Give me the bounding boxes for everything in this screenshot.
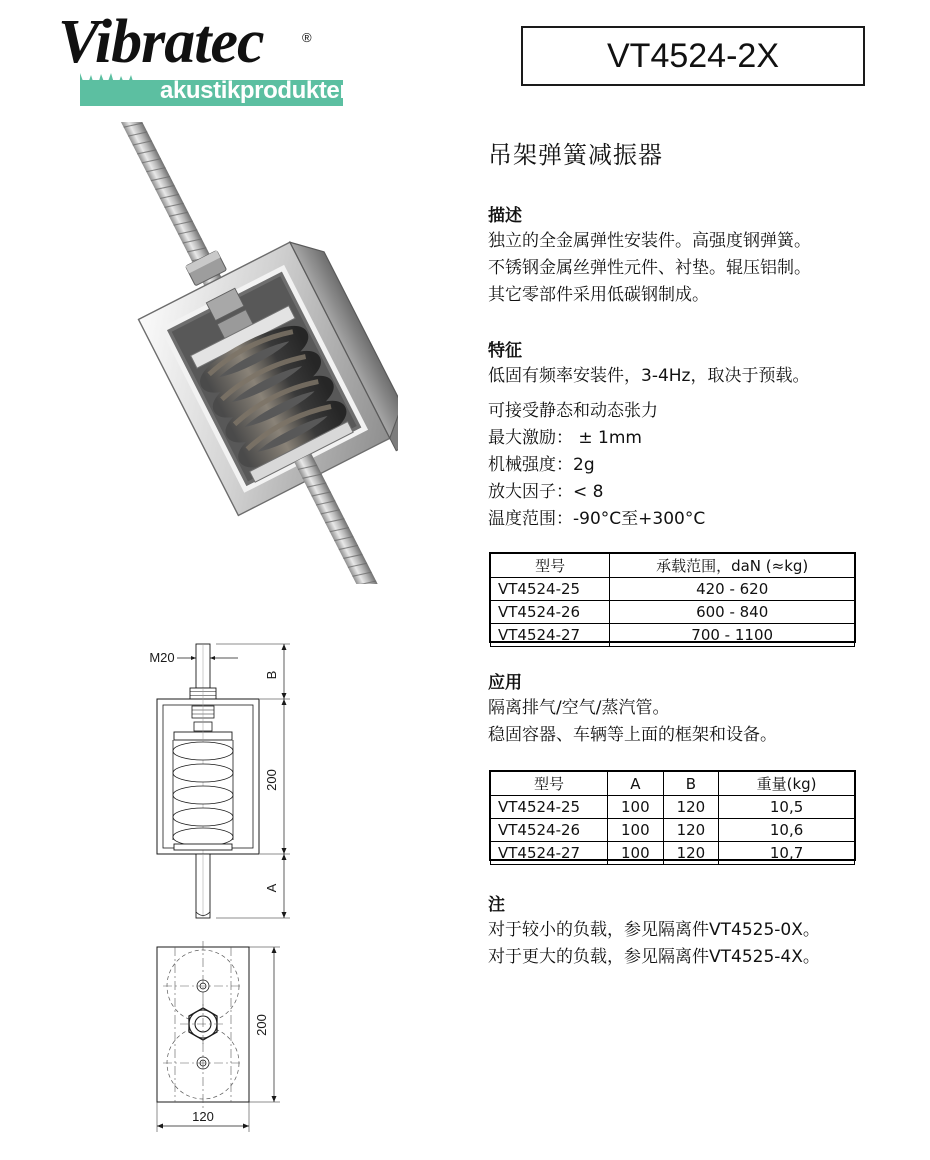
table-header-row [491, 554, 855, 578]
plan-dim-200-label: 200 [254, 1014, 269, 1036]
description-line-1: 独立的全金属弹性安装件。高强度钢弹簧。 [488, 231, 811, 251]
dim-200-label: 200 [264, 769, 279, 791]
load-table-header-model: 型号 [491, 554, 610, 578]
description-line-3: 其它零部件采用低碳钢制成。 [488, 285, 709, 305]
dims-row-2-weight: 10,6 [719, 819, 855, 842]
table-row [491, 601, 855, 624]
dims-row-2-a: 100 [608, 819, 664, 842]
table-row [491, 624, 855, 647]
load-row-3-model: VT4524-27 [491, 624, 610, 647]
dims-row-2-model: VT4524-26 [491, 819, 608, 842]
features-line-1: 低固有频率安装件，3-4Hz，取决于预载。 [488, 366, 810, 386]
dims-row-1-a: 100 [608, 796, 664, 819]
product-photo [104, 122, 398, 584]
dims-table-header-model: 型号 [491, 772, 608, 796]
features-line-3: 最大激励： ± 1mm [488, 428, 642, 448]
features-line-5: 放大因子：< 8 [488, 482, 604, 502]
thread-label-m20: M20 [149, 650, 175, 665]
load-row-2-range: 600 - 840 [610, 601, 855, 624]
applications-heading: 应用 [488, 673, 522, 693]
dims-table-header-b: B [663, 772, 719, 796]
table-row [491, 578, 855, 601]
dim-b-label: B [264, 670, 279, 680]
dims-row-3-weight: 10,7 [719, 842, 855, 865]
description-heading: 描述 [488, 206, 522, 226]
applications-line-2: 稳固容器、车辆等上面的框架和设备。 [488, 725, 777, 745]
dims-row-1-model: VT4524-25 [491, 796, 608, 819]
dims-row-1-weight: 10,5 [719, 796, 855, 819]
front-elevation-drawing [120, 640, 320, 940]
plan-dim-120-label: 120 [192, 1109, 214, 1124]
registered-trademark-icon: ® [302, 30, 312, 45]
load-row-1-model: VT4524-25 [491, 578, 610, 601]
load-range-table [490, 553, 855, 647]
notes-line-2: 对于更大的负载，参见隔离件VT4525-4X。 [488, 947, 820, 967]
dims-row-3-b: 120 [663, 842, 719, 865]
logo-wordmark: Vibratec [58, 8, 264, 76]
logo-tagline: akustikprodukter [160, 77, 349, 104]
load-row-2-model: VT4524-26 [491, 601, 610, 624]
load-row-1-range: 420 - 620 [610, 578, 855, 601]
notes-heading: 注 [488, 895, 505, 915]
table-row [491, 842, 855, 865]
dims-row-1-b: 120 [663, 796, 719, 819]
features-heading: 特征 [488, 341, 522, 361]
dims-row-3-model: VT4524-27 [491, 842, 608, 865]
dims-row-2-b: 120 [663, 819, 719, 842]
dims-table-header-a: A [608, 772, 664, 796]
features-line-4: 机械强度：2g [488, 455, 595, 475]
features-line-6: 温度范围：-90°C至+300°C [488, 509, 706, 529]
applications-line-1: 隔离排气/空气/蒸汽管。 [488, 698, 670, 718]
product-code-box [521, 26, 865, 86]
table-row [491, 819, 855, 842]
table-row [491, 796, 855, 819]
dims-row-3-a: 100 [608, 842, 664, 865]
brand-logo [30, 8, 349, 108]
plan-view-drawing [120, 925, 320, 1155]
dims-table-header-weight: 重量(kg) [719, 772, 855, 796]
description-line-2: 不锈钢金属丝弹性元件、衬垫。辊压铝制。 [488, 258, 811, 278]
product-subtitle: 吊架弹簧减振器 [488, 141, 663, 169]
dim-a-label: A [264, 883, 279, 893]
load-row-3-range: 700 - 1100 [610, 624, 855, 647]
features-line-2: 可接受静态和动态张力 [488, 401, 658, 421]
product-code: VT4524-2X [607, 36, 779, 75]
load-table-header-range: 承载范围，daN (≈kg) [610, 554, 855, 578]
dimensions-table [490, 771, 855, 865]
notes-line-1: 对于较小的负载，参见隔离件VT4525-0X。 [488, 920, 820, 940]
table-header-row [491, 772, 855, 796]
